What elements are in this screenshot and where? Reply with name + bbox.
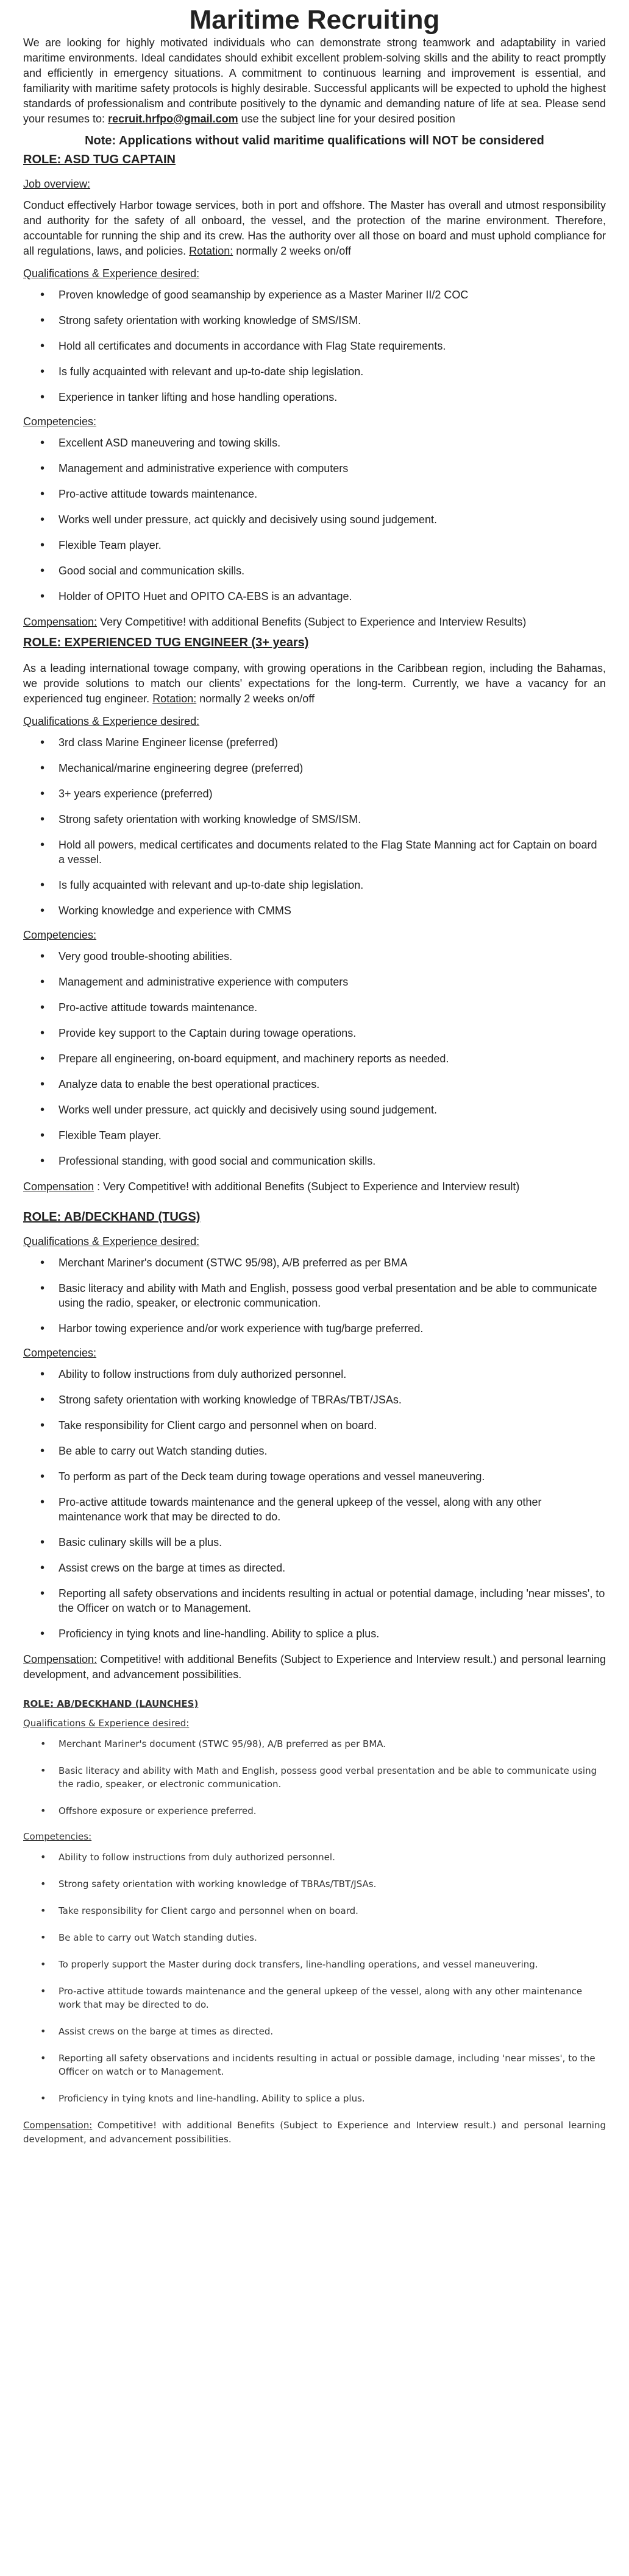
list-item: • Basic literacy and ability with Math and English, possess good verbal presentation and be able to communicate using the radio, speaker, or electronic communication.: [59, 1281, 606, 1310]
role-1-rotation-label: Rotation:: [189, 245, 233, 257]
list-item: • Assist crews on the barge at times as directed.: [59, 1561, 606, 1575]
role-2-compensation: [23, 1179, 606, 1194]
list-item: • Merchant Mariner's document (STWC 95/98), A/B preferred as per BMA.: [59, 1737, 606, 1751]
role-1-overview-label: Job overview:: [23, 178, 91, 190]
role-4-section: [23, 1698, 606, 2147]
role-4-comp-label: Competencies:: [23, 1831, 92, 1842]
role-4-title: ROLE: AB/DECKHAND (LAUNCHES): [23, 1698, 199, 1709]
list-item: • Reporting all safety observations and incidents resulting in actual or possible damage, including 'near misses', to the Officer on watch or to Management.: [59, 2052, 606, 2078]
role-4-compensation: [23, 2119, 606, 2147]
list-item: • Strong safety orientation with working knowledge of SMS/ISM.: [59, 313, 606, 328]
role-2-rotation: normally 2 weeks on/off: [196, 693, 314, 705]
list-item: • Hold all certificates and documents in accordance with Flag State requirements.: [59, 339, 606, 353]
intro-after-email: use the subject line for your desired position: [238, 113, 455, 125]
list-item: • 3rd class Marine Engineer license (preferred): [59, 735, 606, 750]
list-item: • Ability to follow instructions from duly authorized personnel.: [59, 1851, 606, 1864]
list-item: • Strong safety orientation with working knowledge of TBRAs/TBT/JSAs.: [59, 1392, 606, 1407]
list-item: • Is fully acquainted with relevant and up-to-date ship legislation.: [59, 878, 606, 892]
role-1-comp-label: Competencies:: [23, 415, 97, 428]
list-item: • Offshore exposure or experience preferred.: [59, 1804, 606, 1818]
list-item: • Experience in tanker lifting and hose handling operations.: [59, 390, 606, 404]
list-item: • Take responsibility for Client cargo and personnel when on board.: [59, 1904, 606, 1918]
list-item: • Strong safety orientation with working knowledge of TBRAs/TBT/JSAs.: [59, 1877, 606, 1891]
role-4-competencies: [23, 1851, 606, 2105]
role-1-rotation: normally 2 weeks on/off: [233, 245, 351, 257]
role-1-qual-label: Qualifications & Experience desired:: [23, 267, 200, 280]
list-item: • Management and administrative experience with computers: [59, 461, 606, 476]
list-item: • Works well under pressure, act quickly and decisively using sound judgement.: [59, 1103, 606, 1117]
list-item: • Take responsibility for Client cargo and personnel when on board.: [59, 1418, 606, 1433]
list-item: • Management and administrative experience with computers: [59, 975, 606, 989]
list-item: • Merchant Mariner's document (STWC 95/98), A/B preferred as per BMA: [59, 1255, 606, 1270]
role-3-qual-label: Qualifications & Experience desired:: [23, 1235, 200, 1247]
list-item: • To perform as part of the Deck team during towage operations and vessel maneuvering.: [59, 1469, 606, 1484]
list-item: • Be able to carry out Watch standing duties.: [59, 1931, 606, 1944]
role-1-compensation-text: Very Competitive! with additional Benefits (Subject to Experience and Interview Results): [97, 616, 527, 628]
role-3-qualifications: [23, 1255, 606, 1336]
list-item: • Be able to carry out Watch standing duties.: [59, 1444, 606, 1458]
list-item: • Analyze data to enable the best operational practices.: [59, 1077, 606, 1092]
list-item: • Flexible Team player.: [59, 538, 606, 552]
role-1-title: ROLE: ASD TUG CAPTAIN: [23, 153, 176, 166]
list-item: • Provide key support to the Captain during towage operations.: [59, 1026, 606, 1040]
list-item: • Flexible Team player.: [59, 1128, 606, 1143]
role-4-compensation-text: Competitive! with additional Benefits (Subject to Experience and Interview result.) and personal learning development, and advancement possibilities.: [23, 2120, 606, 2145]
list-item: • Proficiency in tying knots and line-handling. Ability to splice a plus.: [59, 1626, 606, 1641]
role-2-competencies: [23, 949, 606, 1168]
list-item: • Pro-active attitude towards maintenance.: [59, 487, 606, 501]
role-1-overview-text: Conduct effectively Harbor towage services, both in port and offshore. The Master has overall and utmost responsibility and authority for the safety of all onboard, the vessel, and the protection of the marine environment. Therefore, accountable for running the ship and its crew. Has the authority over all those on board and must uphold compliance for all regulations, laws, and policies.: [23, 199, 606, 257]
page-title: Maritime Recruiting: [189, 5, 440, 35]
list-item: • Proven knowledge of good seamanship by experience as a Master Mariner II/2 COC: [59, 288, 606, 302]
list-item: • Proficiency in tying knots and line-handling. Ability to splice a plus.: [59, 2092, 606, 2105]
role-3-compensation-label: Compensation:: [23, 1653, 98, 1665]
role-2-compensation-label: Compensation: [23, 1180, 94, 1193]
list-item: • Excellent ASD maneuvering and towing skills.: [59, 436, 606, 450]
list-item: • Good social and communication skills.: [59, 563, 606, 578]
list-item: • Assist crews on the barge at times as directed.: [59, 2025, 606, 2038]
role-2-comp-label: Competencies:: [23, 929, 97, 941]
role-3-competencies: [23, 1367, 606, 1641]
role-2-overview: [23, 661, 606, 707]
list-item: • Basic culinary skills will be a plus.: [59, 1535, 606, 1550]
list-item: • Professional standing, with good social and communication skills.: [59, 1154, 606, 1168]
intro-paragraph: [23, 35, 606, 127]
intro-text: We are looking for highly motivated individuals who can demonstrate strong teamwork and adaptability in varied maritime environments. Ideal candidates should exhibit excellent problem-solving skills and the ability to react promptly and efficiently in emergency situations. A commitment to continuous learning and improvement is essential, and familiarity with maritime safety protocols is highly desirable. Successful applicants will be expected to uphold the highest standards of professionalism and contribute positively to the dynamic and demanding nature of life at sea. Please send your resumes to:: [23, 37, 606, 125]
list-item: • Works well under pressure, act quickly and decisively using sound judgement.: [59, 512, 606, 527]
role-4-compensation-label: Compensation:: [23, 2120, 93, 2131]
role-2-compensation-text: : Very Competitive! with additional Benefits (Subject to Experience and Interview result): [94, 1180, 520, 1193]
list-item: • Very good trouble-shooting abilities.: [59, 949, 606, 964]
role-4-qual-label: Qualifications & Experience desired:: [23, 1718, 190, 1729]
list-item: • Is fully acquainted with relevant and up-to-date ship legislation.: [59, 364, 606, 379]
role-2-overview-text: As a leading international towage company, with growing operations in the Caribbean region, including the Bahamas, we provide solutions to match our clients' expectations for the long-term. Currently, we have a vacancy for an experienced tug engineer.: [23, 662, 606, 705]
list-item: • Pro-active attitude towards maintenance and the general upkeep of the vessel, along with any other maintenance work that may be directed to do.: [59, 1495, 606, 1524]
list-item: • Strong safety orientation with working knowledge of SMS/ISM.: [59, 812, 606, 827]
list-item: • Reporting all safety observations and incidents resulting in actual or potential damage, including 'near misses', to the Officer on watch or to Management.: [59, 1586, 606, 1615]
applications-note: Note: Applications without valid maritime qualifications will NOT be considered: [85, 134, 544, 147]
role-4-qualifications: [23, 1737, 606, 1818]
list-item: • Working knowledge and experience with CMMS: [59, 903, 606, 918]
list-item: • Pro-active attitude towards maintenance and the general upkeep of the vessel, along with any other maintenance work that may be directed to do.: [59, 1985, 606, 2011]
role-1-competencies: [23, 436, 606, 604]
list-item: • Pro-active attitude towards maintenance.: [59, 1000, 606, 1015]
list-item: • Mechanical/marine engineering degree (preferred): [59, 761, 606, 775]
role-2-qual-label: Qualifications & Experience desired:: [23, 715, 200, 727]
role-2-qualifications: [23, 735, 606, 918]
role-3-comp-label: Competencies:: [23, 1347, 97, 1359]
email-link[interactable]: recruit.hrfpo@gmail.com: [108, 113, 238, 125]
list-item: • Basic literacy and ability with Math and English, possess good verbal presentation and be able to communicate using the radio, speaker, or electronic communication.: [59, 1764, 606, 1791]
role-1-overview: [23, 198, 606, 259]
list-item: • 3+ years experience (preferred): [59, 786, 606, 801]
list-item: • Hold all powers, medical certificates and documents related to the Flag State Manning act for Captain on board a vessel.: [59, 838, 606, 867]
list-item: • To properly support the Master during dock transfers, line-handling operations, and vessel maneuvering.: [59, 1958, 606, 1971]
list-item: • Harbor towing experience and/or work experience with tug/barge preferred.: [59, 1321, 606, 1336]
role-3-title: ROLE: AB/DECKHAND (TUGS): [23, 1210, 201, 1224]
role-2-title: ROLE: EXPERIENCED TUG ENGINEER (3+ years): [23, 636, 309, 649]
role-2-rotation-label: Rotation:: [152, 693, 197, 705]
role-1-qualifications: [23, 288, 606, 404]
role-1-compensation-label: Compensation:: [23, 616, 98, 628]
role-3-compensation-text: Competitive! with additional Benefits (Subject to Experience and Interview result.) and personal learning development, and advancement possibilities.: [23, 1653, 606, 1681]
list-item: • Ability to follow instructions from duly authorized personnel.: [59, 1367, 606, 1382]
list-item: • Holder of OPITO Huet and OPITO CA-EBS is an advantage.: [59, 589, 606, 604]
role-3-compensation: [23, 1652, 606, 1682]
role-1-compensation: [23, 615, 606, 630]
list-item: • Prepare all engineering, on-board equipment, and machinery reports as needed.: [59, 1051, 606, 1066]
